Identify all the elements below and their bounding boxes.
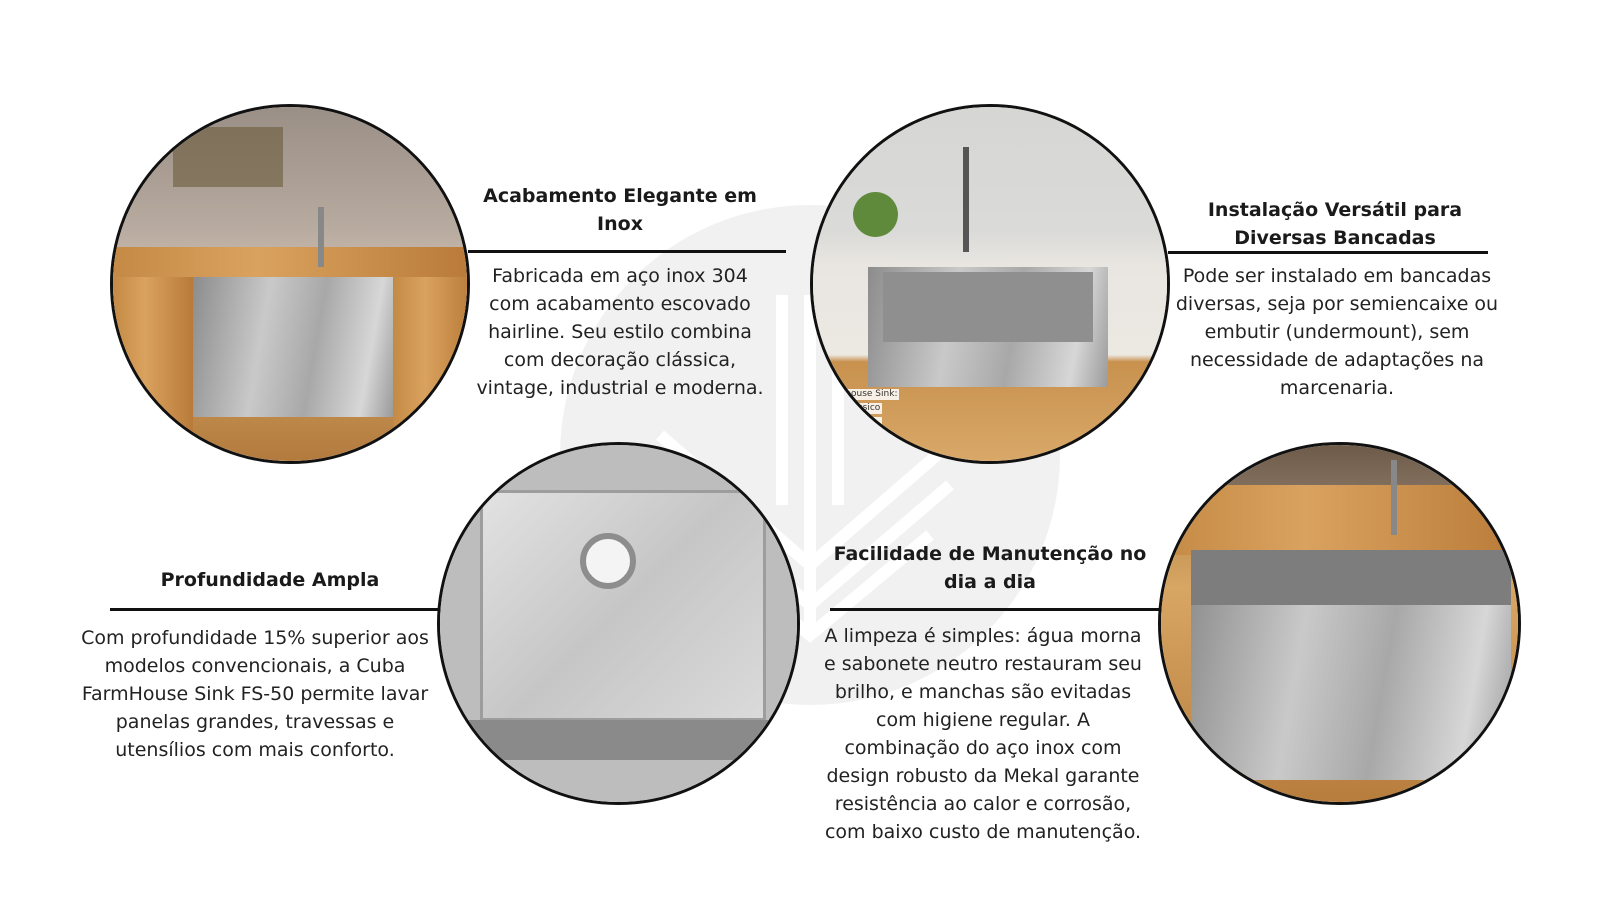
photo-caption-line-2: clássico xyxy=(845,403,881,413)
feature-1-title: Acabamento Elegante em Inox xyxy=(483,185,757,235)
feature-2-description: Pode ser instalado em bancadas diversas, seja por semiencaixe ou embutir (undermount), sem necessidade de adaptações na marcenaria. xyxy=(1175,265,1499,399)
farmhouse-sink-photo-kitchen xyxy=(810,104,1170,464)
photo-caption-line-1: rmhouse Sink: xyxy=(833,389,898,399)
feature-1-description: Fabricada em aço inox 304 com acabamento escovado hairline. Seu estilo combina com decoração clássica, vintage, industrial e moderna. xyxy=(476,265,764,399)
feature-4-title: Facilidade de Manutenção no dia a dia xyxy=(833,543,1147,593)
feature-1-divider xyxy=(468,250,786,253)
feature-3-description: Com profundidade 15% superior aos modelos convencionais, a Cuba FarmHouse Sink FS-50 permite lavar panelas grandes, travessas e utensílios com mais conforto. xyxy=(81,627,429,761)
farmhouse-sink-closeup-photo xyxy=(1158,442,1521,805)
feature-3-title: Profundidade Ampla xyxy=(160,569,380,591)
feature-3-divider xyxy=(110,608,440,611)
sink-basin-top-view-photo xyxy=(437,442,800,805)
feature-4-description: A limpeza é simples: água morna e sabonete neutro restauram seu brilho, e manchas são evitadas com higiene regular. A combinação do aço inox com design robusto da Mekal garante resistência ao calor e corrosão, com baixo custo de manutenção. xyxy=(824,625,1142,843)
photo-caption-line-3: nado. xyxy=(855,417,881,427)
farmhouse-sink-photo-showroom xyxy=(110,104,470,464)
feature-2-title: Instalação Versátil para Diversas Bancadas xyxy=(1207,199,1463,249)
feature-4-divider xyxy=(830,608,1160,611)
